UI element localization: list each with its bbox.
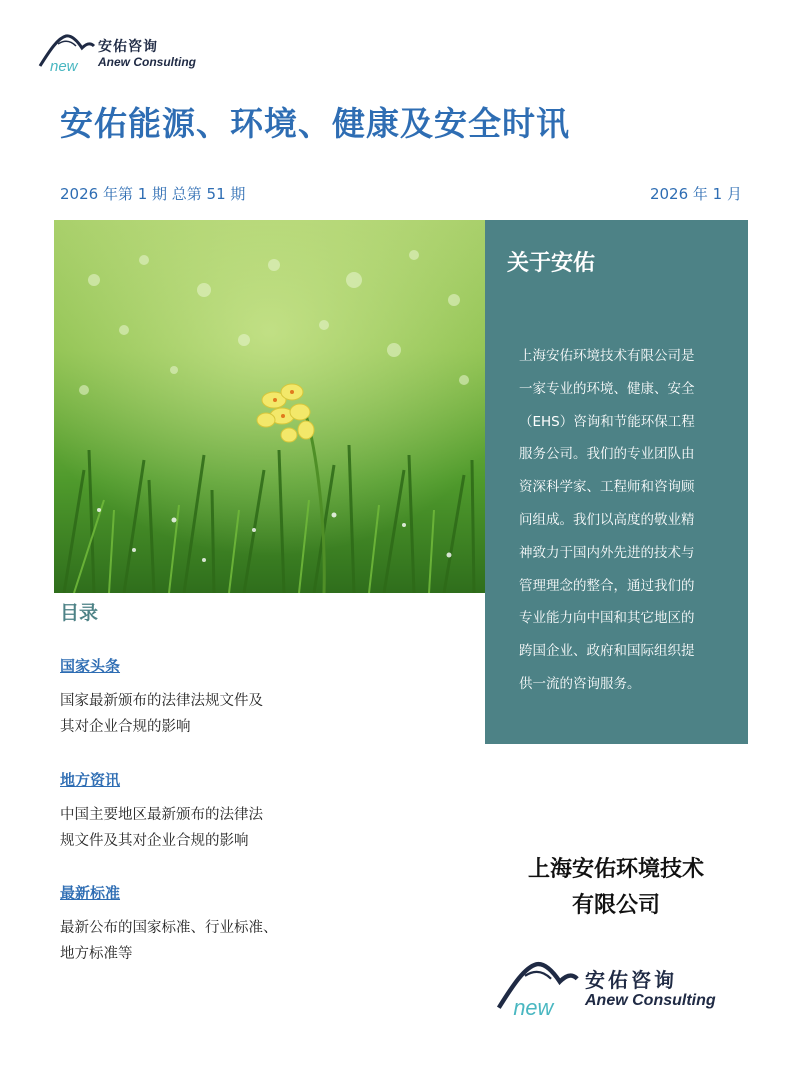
about-line: 跨国企业、政府和国际组织提 xyxy=(519,643,695,660)
mountain-logo-icon xyxy=(36,28,98,74)
company-name xyxy=(500,852,732,924)
logo-mark-text: new xyxy=(513,995,554,1020)
mountain-logo-icon xyxy=(493,952,583,1020)
about-line: 资深科学家、工程师和咨询顾 xyxy=(519,479,695,496)
section-link-national[interactable]: 国家头条 xyxy=(60,657,121,675)
about-line: 服务公司。我们的专业团队由 xyxy=(519,446,695,463)
contents-title: 目录 xyxy=(60,602,99,624)
company-name-line: 上海安佑环境技术 xyxy=(527,857,704,882)
section-desc-standards xyxy=(60,915,310,967)
newsletter-title: 安佑能源、环境、健康及安全时讯 xyxy=(60,104,570,143)
company-name-line: 有限公司 xyxy=(571,893,660,918)
about-line: 问组成。我们以高度的敬业精 xyxy=(519,511,695,528)
header-logo xyxy=(36,28,216,76)
about-line: 上海安佑环境技术有限公司是 xyxy=(519,348,695,364)
section-desc-line: 最新公布的国家标准、行业标准、 xyxy=(60,920,278,936)
section-desc-line: 地方标准等 xyxy=(60,946,133,962)
section-desc-local xyxy=(60,802,310,854)
about-panel xyxy=(485,220,748,744)
logo-en-text: Anew Consulting xyxy=(98,55,196,69)
cover-photo xyxy=(54,220,485,593)
about-line: （EHS）咨询和节能环保工程 xyxy=(519,413,695,430)
logo-en-text: Anew Consulting xyxy=(585,992,716,1009)
section-link-local[interactable]: 地方资讯 xyxy=(60,771,121,789)
issue-number: 2026 年第 1 期 总第 51 期 xyxy=(60,185,246,203)
section-link-standards[interactable]: 最新标准 xyxy=(60,884,121,902)
logo-cn-text: 安佑咨询 xyxy=(98,39,158,55)
about-line: 管理理念的整合，通过我们的 xyxy=(519,577,695,594)
section-desc-line: 国家最新颁布的法律法规文件及 xyxy=(60,693,263,709)
section-desc-line: 其对企业合规的影响 xyxy=(60,719,191,735)
about-line: 专业能力向中国和其它地区的 xyxy=(519,610,695,627)
issue-date: 2026 年 1 月 xyxy=(649,185,742,203)
section-desc-national xyxy=(60,688,310,740)
logo-mark-text: new xyxy=(50,58,78,74)
section-desc-line: 规文件及其对企业合规的影响 xyxy=(60,833,249,849)
about-line: 供一流的咨询服务。 xyxy=(519,675,641,692)
about-body xyxy=(519,340,723,701)
footer-logo xyxy=(493,952,753,1022)
grass-flower-image xyxy=(54,220,485,593)
section-desc-line: 中国主要地区最新颁布的法律法 xyxy=(60,807,263,823)
about-line: 神致力于国内外先进的技术与 xyxy=(519,544,695,561)
about-title: 关于安佑 xyxy=(507,251,596,276)
logo-cn-text: 安佑咨询 xyxy=(585,968,677,992)
about-line: 一家专业的环境、健康、安全 xyxy=(519,380,695,397)
